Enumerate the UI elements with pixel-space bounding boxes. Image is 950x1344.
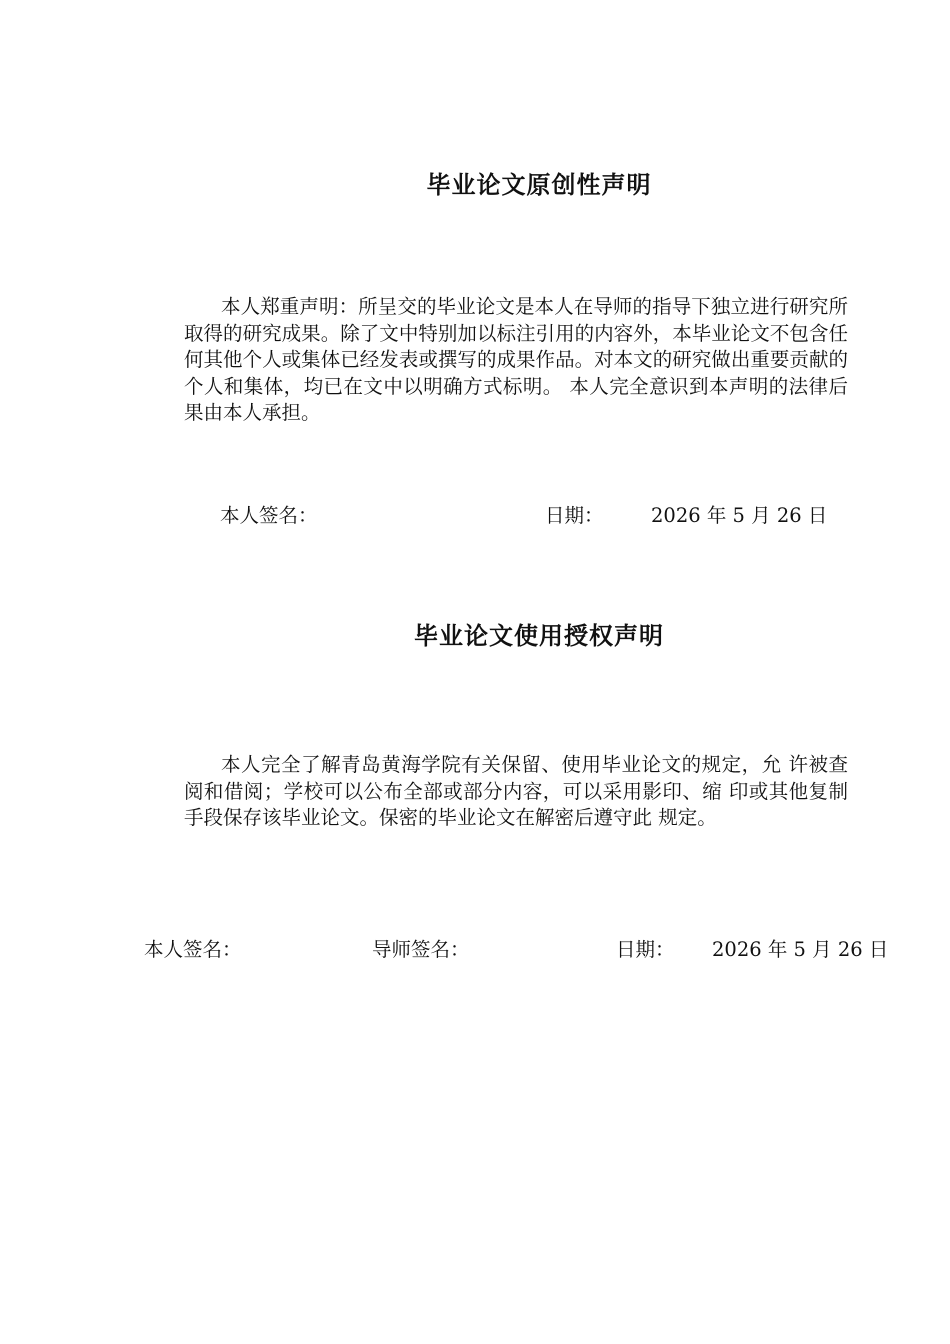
authorization-body: 本人完全了解青岛黄海学院有关保留、使用毕业论文的规定，允 许被查阅和借阅；学校可以公布全部或部分内容，可以采用影印、缩 印或其他复制手段保存该毕业论文。保密的毕业论文在解密后遵守此 规定。 <box>184 753 848 829</box>
originality-signature-row <box>0 500 950 530</box>
authorization-signature-label: 本人签名： <box>144 938 242 961</box>
originality-date-value: 2026 年 5 月 26 日 <box>651 504 828 527</box>
originality-title: 毕业论文原创性声明 <box>426 171 652 199</box>
authorization-date-value: 2026 年 5 月 26 日 <box>712 938 889 961</box>
authorization-title: 毕业论文使用授权声明 <box>414 622 664 650</box>
originality-signature-label: 本人签名： <box>220 504 318 527</box>
authorization-date-label: 日期： <box>616 938 675 961</box>
originality-date-label: 日期： <box>545 504 604 527</box>
authorization-signature-row <box>0 934 950 964</box>
originality-body: 本人郑重声明：所呈交的毕业论文是本人在导师的指导下独立进行研究所取得的研究成果。除了文中特别加以标注引用的内容外，本毕业论文不包含任何其他个人或集体已经发表或撰写的成果作品。对本文的研究做出重要贡献的个人和集体，均已在文中以明确方式标明。 本人完全意识到本声明的法律后果由本人承担。 <box>184 295 848 424</box>
advisor-signature-label: 导师签名： <box>372 938 470 961</box>
